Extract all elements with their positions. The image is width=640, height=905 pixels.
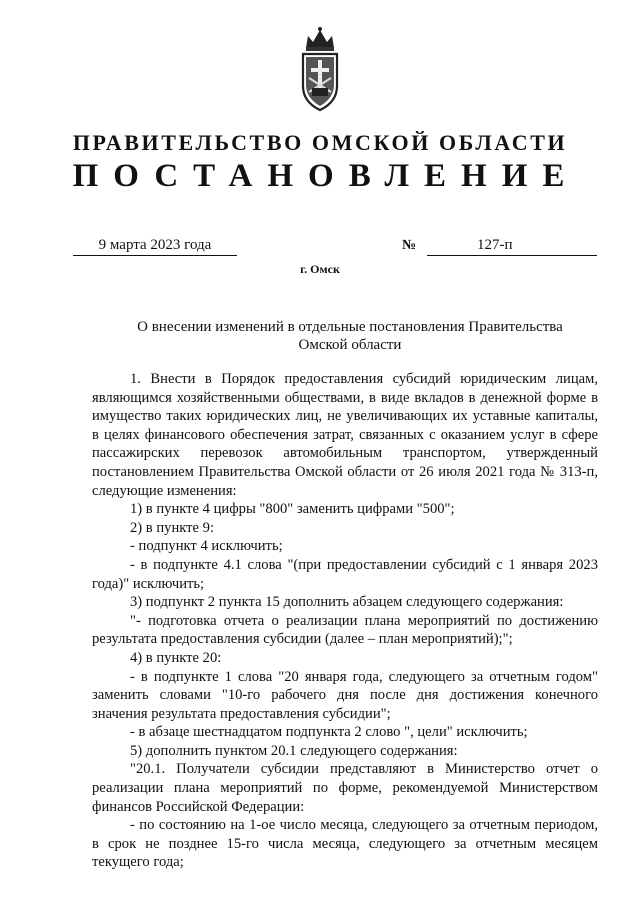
paragraph: "20.1. Получатели субсидии представляют в Министерство отчет о реализации плана мероприятий по форме, рекомендуемой Министерством финансов Российской Федерации: [92,761,598,815]
paragraph: "- подготовка отчета о реализации плана мероприятий по достижению результата предоставления субсидии (далее – план мероприятий);"; [92,612,598,648]
city-label: г. Омск [300,262,340,276]
document-number: 127-п [477,237,513,253]
document-body [92,370,598,872]
paragraph: - в подпункте 4.1 слова "(при предоставлении субсидий с 1 января 2023 года)" исключить; [92,556,598,592]
document-subject [110,318,590,354]
paragraph: - по состоянию на 1-ое число месяца, следующего за отчетным периодом, в срок не позднее 15-го числа месяца, следующего за отчетным месяцем текущего года; [92,817,598,871]
omsk-coat-of-arms-icon [296,26,344,114]
paragraph: - в абзаце шестнадцатом подпункта 2 слово ", цели" исключить; [130,724,528,741]
number-label: № [402,238,417,253]
document-number-field [427,236,597,256]
subject-line: О внесении изменений в отдельные постановления Правительства [137,319,563,335]
organization-title: ПРАВИТЕЛЬСТВО ОМСКОЙ ОБЛАСТИ [72,130,568,155]
paragraph: 2) в пункте 9: [130,519,215,536]
paragraph: - подпункт 4 исключить; [130,538,283,555]
paragraph: 1) в пункте 4 цифры "800" заменить цифрами "500"; [130,501,455,518]
subject-line: Омской области [298,337,402,353]
paragraph: 5) дополнить пунктом 20.1 следующего содержания: [130,742,458,759]
paragraph: - в подпункте 1 слова "20 января года, следующего за отчетным годом" заменить словами "10-го рабочего дня после дня достижения конечного значения результата предоставления субсидии"; [92,668,598,722]
paragraph: 1. Внести в Порядок предоставления субсидий юридическим лицам, являющимся хозяйственными обществами, в виде вкладов в денежной форме в имущество таких юридических лиц, не увеличивающих их уставные капиталы, в целях финансового обеспечения затрат, связанных с оказанием услуг в сфере пассажирских перевозок автомобильным транспортом, утвержденный постановлением Правительства Омской области от 26 июля 2021 года № 313-п, следующие изменения: [92,371,598,499]
paragraph: 4) в пункте 20: [130,649,222,666]
document-date: 9 марта 2023 года [73,236,237,256]
paragraph: 3) подпункт 2 пункта 15 дополнить абзацем следующего содержания: [130,594,564,611]
document-type-title: ПОСТАНОВЛЕНИЕ [72,158,580,194]
